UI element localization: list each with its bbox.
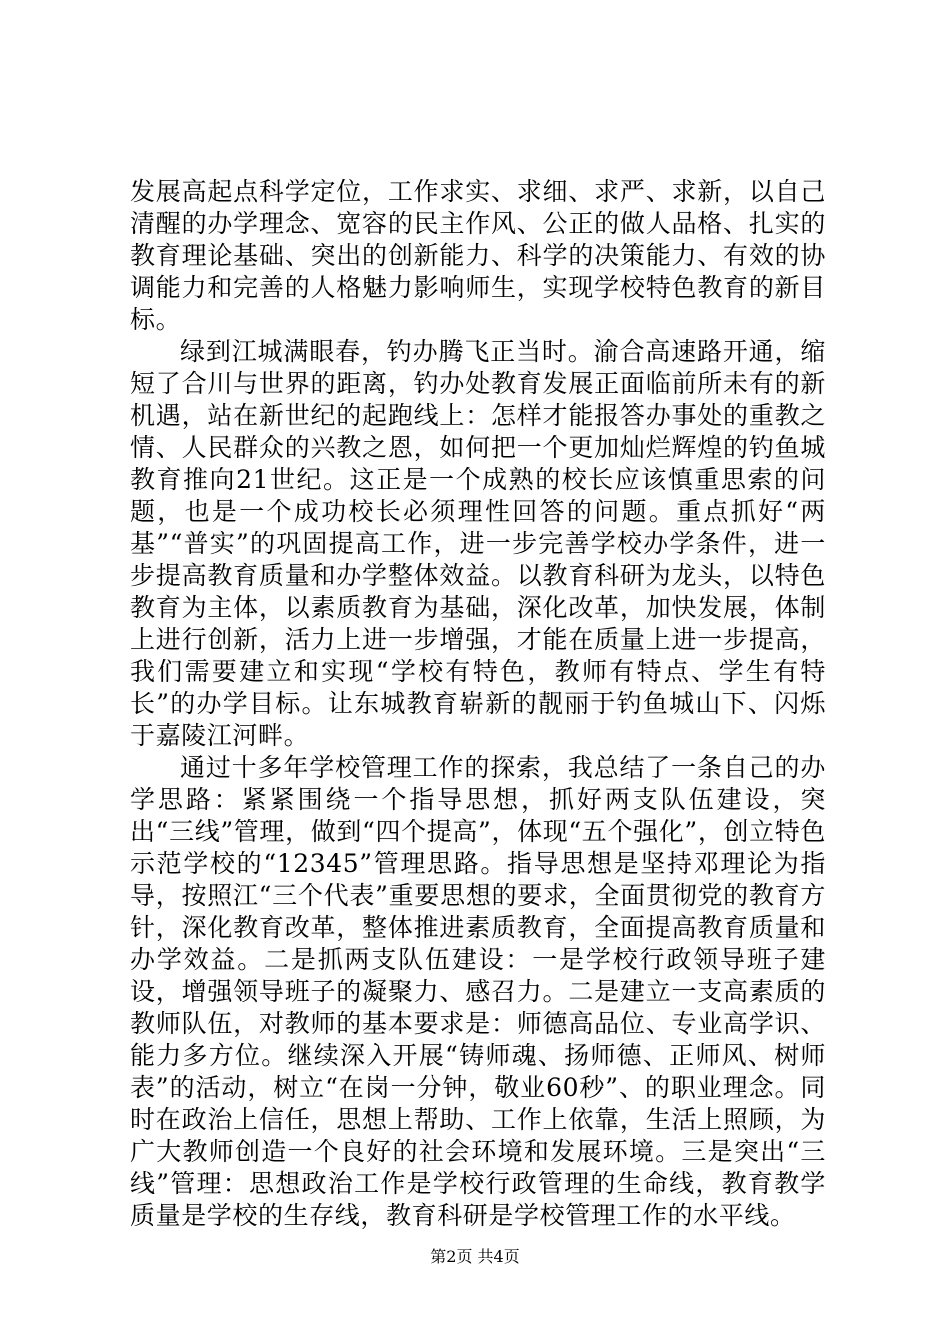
paragraph-2: 绿到江城满眼春，钓办腾飞正当时。渝合高速路开通，缩短了合川与世界的距离，钓办处教育发展正面临前所未有的新机遇，站在新世纪的起跑线上：怎样才能报答办事处的重教之情、人民群众的兴教之恩，如何把一个更加灿烂辉煌的钓鱼城教育推向21世纪。这正是一个成熟的校长应该慎重思索的问题，也是一个成功校长必须理性回答的问题。重点抓好“两基”“普实”的巩固提高工作，进一步完善学校办学条件，进一步提高教育质量和办学整体效益。以教育科研为龙头，以特色教育为主体，以素质教育为基础，深化改革，加快发展，体制上进行创新，活力上进一步增强，才能在质量上进一步提高，我们需要建立和实现“学校有特色，教师有特点、学生有特长”的办学目标。让东城教育崭新的靓丽于钓鱼城山下、闪烁于嘉陵江河畔。 xyxy=(130,337,826,750)
document-body xyxy=(130,176,826,1232)
paragraph-1: 发展高起点科学定位，工作求实、求细、求严、求新，以自己清醒的办学理念、宽容的民主作风、公正的做人品格、扎实的教育理论基础、突出的创新能力、科学的决策能力、有效的协调能力和完善的人格魅力影响师生，实现学校特色教育的新目标。 xyxy=(130,177,826,334)
page-number-footer: 第2页 共4页 xyxy=(430,1247,520,1266)
paragraph-3: 通过十多年学校管理工作的探索，我总结了一条自己的办学思路：紧紧围绕一个指导思想，抓好两支队伍建设，突出“三线”管理，做到“四个提高”，体现“五个强化”，创立特色示范学校的“12345”管理思路。指导思想是坚持邓理论为指导，按照江“三个代表”重要思想的要求，全面贯彻党的教育方针，深化教育改革，整体推进素质教育，全面提高教育质量和办学效益。二是抓两支队伍建设：一是学校行政领导班子建设，增强领导班子的凝聚力、感召力。二是建立一支高素质的教师队伍，对教师的基本要求是：师德高品位、专业高学识、能力多方位。继续深入开展“铸师魂、扬师德、正师风、树师表”的活动，树立“在岗一分钟，敬业60秒”、的职业理念。同时在政治上信任，思想上帮助、工作上依靠，生活上照顾，为广大教师创造一个良好的社会环境和发展环境。三是突出“三线”管理：思想政治工作是学校行政管理的生命线，教育教学质量是学校的生存线，教育科研是学校管理工作的水平线。 xyxy=(130,753,826,1230)
